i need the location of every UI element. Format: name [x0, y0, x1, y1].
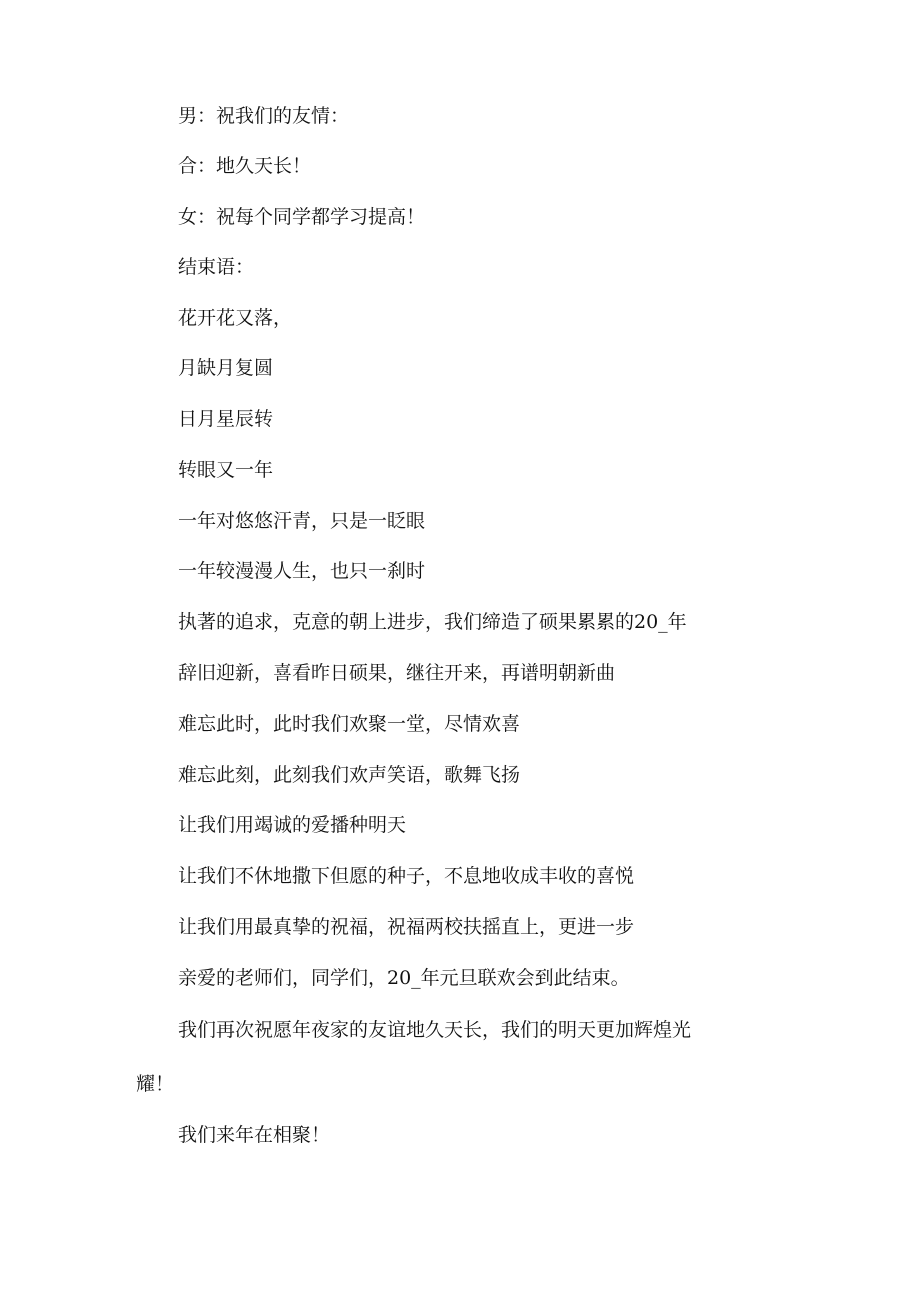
text-line-6: 月缺月复圆	[178, 357, 274, 379]
text-line-16: 让我们不休地撒下但愿的种子，不息地收成丰收的喜悦	[178, 865, 635, 887]
text-line-9: 一年对悠悠汗青，只是一眨眼	[178, 510, 426, 532]
text-line-7: 日月星辰转	[178, 408, 274, 430]
text-line-11: 执著的追求，克意的朝上进步，我们缔造了硕果累累的20_年	[178, 611, 687, 633]
text-line-17: 让我们用最真挚的祝福，祝福两校扶摇直上，更进一步	[178, 916, 635, 938]
text-line-12: 辞旧迎新，喜看昨日硕果，继往开来，再谱明朝新曲	[178, 662, 616, 684]
text-line-13: 难忘此时，此时我们欢聚一堂，尽情欢喜	[178, 713, 521, 735]
text-line-5: 花开花又落，	[178, 307, 293, 329]
text-line-19: 我们再次祝愿年夜家的友谊地久天长，我们的明天更加辉煌光	[178, 1019, 692, 1041]
text-line-15: 让我们用竭诚的爱播种明天	[178, 814, 407, 836]
text-line-3: 女：祝每个同学都学习提高！	[178, 206, 426, 228]
text-line-8: 转眼又一年	[178, 459, 274, 481]
text-line-4: 结束语：	[178, 256, 255, 278]
text-line-21: 我们来年在相聚！	[178, 1124, 331, 1146]
text-line-20: 耀！	[136, 1073, 175, 1095]
text-line-10: 一年较漫漫人生，也只一刹时	[178, 560, 426, 582]
text-line-18: 亲爱的老师们，同学们，20_年元旦联欢会到此结束。	[178, 967, 630, 989]
text-line-2: 合：地久天长！	[178, 155, 312, 177]
text-line-14: 难忘此刻，此刻我们欢声笑语，歌舞飞扬	[178, 764, 521, 786]
text-line-1: 男：祝我们的友情：	[178, 105, 350, 127]
